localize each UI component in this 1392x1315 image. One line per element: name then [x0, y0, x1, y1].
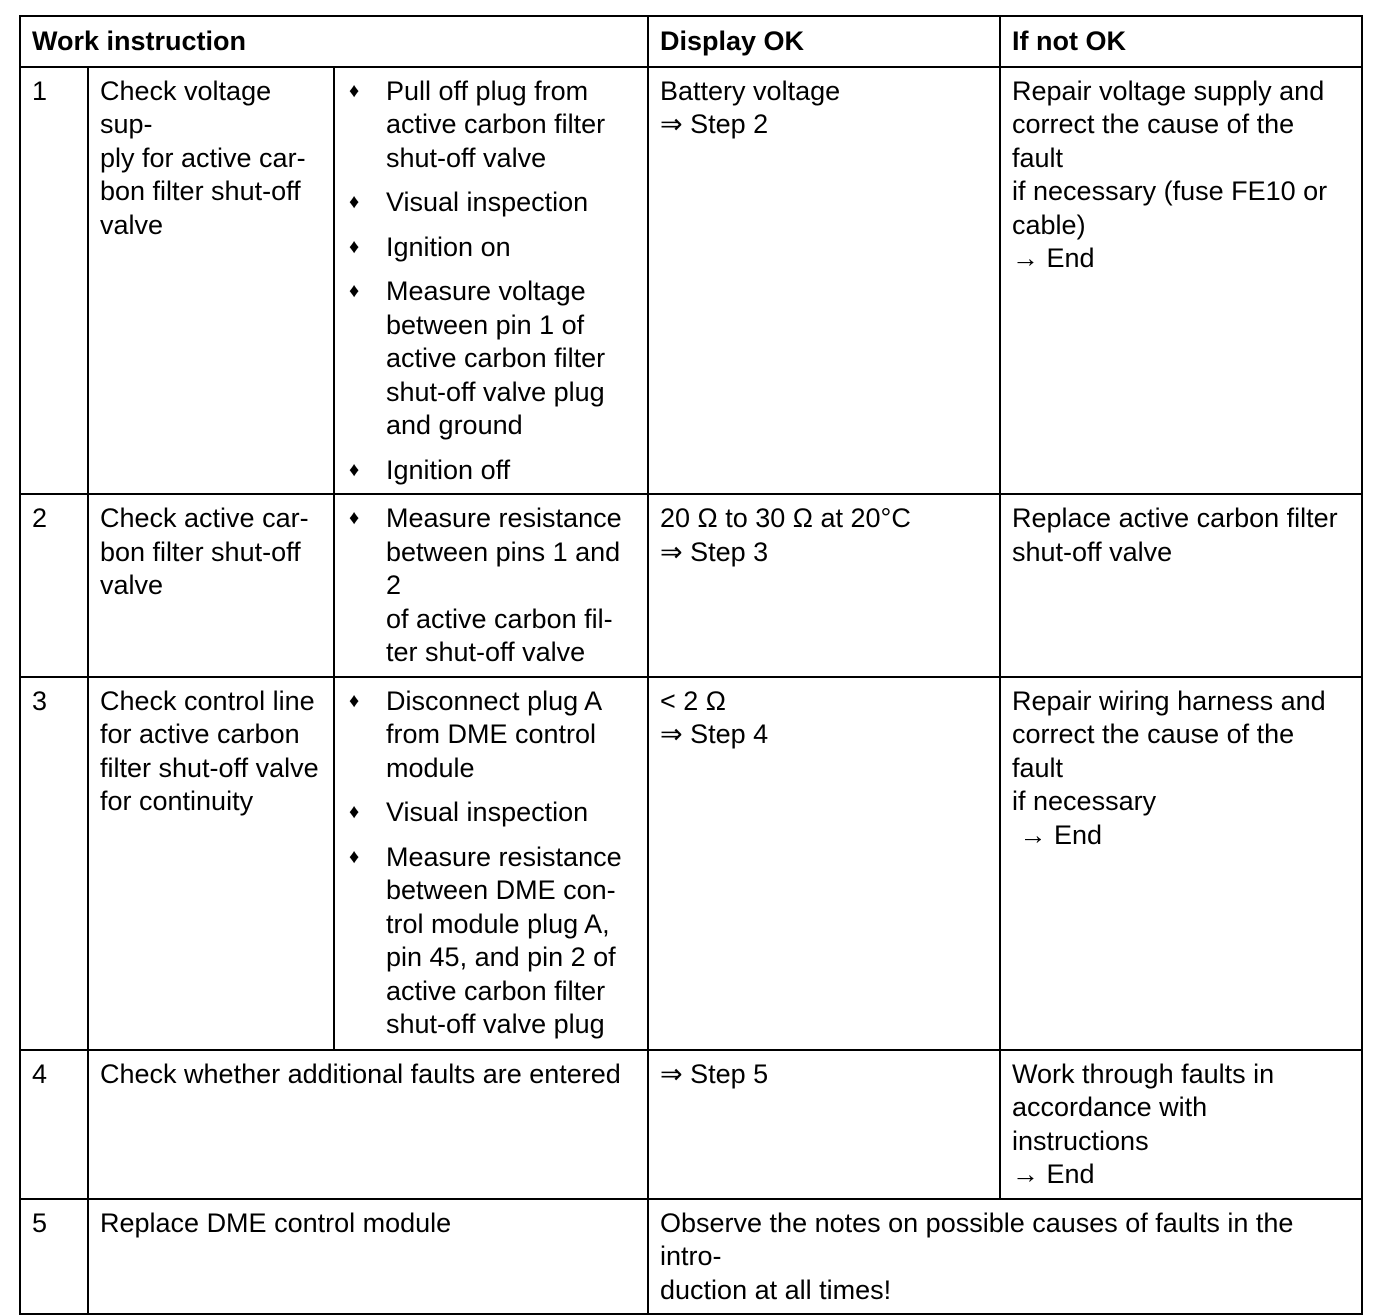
display-ok-line: ⇒ Step 5: [660, 1058, 769, 1089]
step-number: 2: [20, 494, 88, 677]
action-text: Ignition off: [386, 454, 511, 485]
if-not-ok-line: → End: [1012, 1159, 1095, 1189]
display-ok-cell: [648, 677, 1000, 1050]
action-text: Measure voltage between pin 1 of active carbon filter shut-off valve plug and ground: [386, 276, 606, 440]
if-not-ok-cell: [1000, 677, 1362, 1050]
if-not-ok-line: correct the cause of the fault: [1012, 719, 1295, 783]
check-description: Replace DME control module: [88, 1199, 648, 1315]
action-list: [346, 75, 637, 488]
note-cell: [648, 1199, 1362, 1315]
step-number: 5: [20, 1199, 88, 1315]
header-display-ok: Display OK: [648, 16, 1000, 67]
check-text: Check voltage sup- ply for active car- bon filter shut-off valve: [100, 75, 306, 240]
diamond-bullet-icon: ♦: [349, 79, 360, 102]
check-description: [88, 677, 334, 1050]
if-not-ok-line: Replace active carbon filter: [1012, 503, 1338, 533]
check-description: [88, 494, 334, 677]
header-if-not-ok: If not OK: [1000, 16, 1362, 67]
action-text: Visual inspection: [386, 797, 589, 827]
display-ok-line: ⇒ Step 3: [660, 536, 769, 567]
if-not-ok-line: → End: [1012, 243, 1095, 273]
action-item: [346, 75, 637, 176]
diamond-bullet-icon: ♦: [349, 801, 360, 823]
if-not-ok-line: Repair voltage supply and: [1012, 75, 1325, 106]
diamond-bullet-icon: ♦: [349, 235, 360, 258]
diamond-bullet-icon: ♦: [349, 458, 360, 481]
diamond-bullet-icon: ♦: [349, 845, 360, 868]
diamond-bullet-icon: ♦: [349, 191, 360, 213]
action-item: [346, 502, 637, 670]
if-not-ok-line: cable): [1012, 209, 1086, 240]
if-not-ok-cell: [1000, 67, 1362, 495]
note-line: duction at all times!: [660, 1274, 892, 1305]
action-text: Ignition on: [386, 231, 511, 262]
if-not-ok-line: correct the cause of the fault: [1012, 109, 1295, 173]
action-text: Visual inspection: [386, 187, 589, 217]
display-ok-cell: [648, 1050, 1000, 1199]
display-ok-cell: [648, 494, 1000, 677]
action-text: Measure resistance between DME con- trol module plug A, pin 45, and pin 2 of active carbon filter shut-off valve plug: [386, 841, 622, 1039]
display-ok-line: 20 Ω to 30 Ω at 20°C: [660, 503, 911, 533]
if-not-ok-line: if necessary: [1012, 786, 1157, 816]
step-number: 3: [20, 677, 88, 1050]
diamond-bullet-icon: ♦: [349, 507, 360, 529]
action-list: [346, 502, 637, 670]
step-number: 4: [20, 1050, 88, 1199]
action-item: [346, 231, 637, 265]
check-text: Check control line for active carbon filter shut-off valve for continuity: [100, 685, 319, 816]
check-description: Check whether additional faults are entered: [88, 1050, 648, 1199]
if-not-ok-line: if necessary (fuse FE10 or: [1012, 176, 1328, 206]
if-not-ok-line: Repair wiring harness and: [1012, 685, 1326, 716]
action-list-cell: [334, 494, 648, 677]
diamond-bullet-icon: ♦: [349, 689, 360, 712]
action-item: [346, 186, 637, 220]
if-not-ok-line: shut-off valve: [1012, 536, 1173, 567]
table-row: [20, 494, 1362, 677]
action-list-cell: [334, 67, 648, 495]
check-text: Check active car- bon filter shut-off valve: [100, 503, 309, 600]
action-list-cell: [334, 677, 648, 1050]
action-text: Measure resistance between pins 1 and 2 of active carbon fil- ter shut-off valve: [386, 503, 622, 667]
display-ok-cell: [648, 67, 1000, 495]
action-list: [346, 685, 637, 1042]
if-not-ok-cell: [1000, 1050, 1362, 1199]
table-row: [20, 67, 1362, 495]
action-item: [346, 275, 637, 443]
display-ok-line: ⇒ Step 2: [660, 109, 769, 139]
display-ok-line: < 2 Ω: [660, 685, 726, 716]
step-number: 1: [20, 67, 88, 495]
action-text: Disconnect plug A from DME control module: [386, 685, 603, 783]
if-not-ok-cell: [1000, 494, 1362, 677]
check-description: [88, 67, 334, 495]
action-item: [346, 454, 637, 488]
display-ok-line: ⇒ Step 4: [660, 719, 769, 749]
table-row: [20, 677, 1362, 1050]
display-ok-line: Battery voltage: [660, 75, 841, 106]
if-not-ok-line: → End: [1012, 819, 1103, 850]
action-item: [346, 685, 637, 786]
header-work-instruction: Work instruction: [20, 16, 648, 67]
table-row: [20, 1199, 1362, 1315]
work-instruction-table: [19, 15, 1363, 1315]
note-line: Observe the notes on possible causes of faults in the intro-: [660, 1207, 1294, 1271]
action-text: Pull off plug from active carbon filter shut-off valve: [386, 75, 606, 173]
if-not-ok-line: accordance with instructions: [1012, 1092, 1208, 1156]
action-item: [346, 796, 637, 830]
if-not-ok-line: Work through faults in: [1012, 1058, 1275, 1089]
table-header-row: [20, 16, 1362, 67]
table-row: [20, 1050, 1362, 1199]
action-item: [346, 841, 637, 1042]
diamond-bullet-icon: ♦: [349, 280, 360, 302]
